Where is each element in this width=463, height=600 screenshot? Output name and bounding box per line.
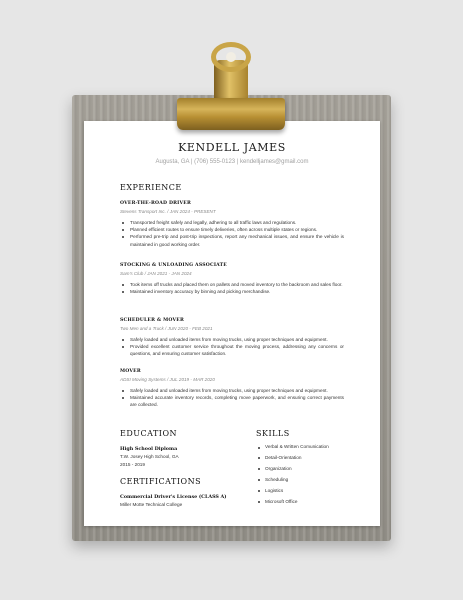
education-years: 2015 - 2019: [120, 462, 146, 467]
job-title: SCHEDULER & MOVER: [120, 318, 184, 323]
contact-line: Augusta, GA | (706) 555-0123 | kendelljames@gmail.com: [155, 159, 309, 165]
resume-name: KENDELL JAMES: [178, 141, 286, 154]
certification-name: Commercial Driver's License (CLASS A): [120, 494, 227, 500]
job-bullets: [120, 219, 344, 248]
skill-item: Logistics: [256, 486, 329, 497]
clip-ring-hole: [226, 52, 236, 62]
job-bullets: [120, 281, 344, 295]
education-heading: EDUCATION: [120, 429, 178, 438]
degree: High School Diploma: [120, 446, 178, 452]
job-title: OVER-THE-ROAD DRIVER: [120, 201, 192, 206]
job-meta: Two Men and a Truck / JUN 2020 - FEB 2021: [120, 326, 213, 331]
bullet: Transported freight safely and legally, adhering to all traffic laws and regulations.: [120, 219, 344, 226]
skills-list: [256, 442, 329, 507]
job-title: MOVER: [120, 369, 141, 374]
bullet: Took items off trucks and placed them on pallets and moved inventory to the backroom and sales floor.: [120, 281, 344, 288]
certifications-heading: CERTIFICATIONS: [120, 477, 202, 486]
job-title: STOCKING & UNLOADING ASSOCIATE: [120, 263, 227, 268]
certification-issuer: Miller Motte Technical College: [120, 502, 183, 507]
bullet: Provided excellent customer service throughout the moving process, addressing any concerns or questions, and ensuring customer satisfaction.: [120, 343, 344, 357]
bullet: Safely loaded and unloaded items from moving trucks, using proper techniques and equipment.: [120, 336, 344, 343]
job-meta: ADSI Moving Systems / JUL 2019 - MAR 2020: [120, 377, 215, 382]
job-bullets: [120, 336, 344, 358]
bullet: Maintained inventory accuracy by binning and picking merchandise.: [120, 288, 344, 295]
bullet: Safely loaded and unloaded items from moving trucks, using proper techniques and equipment.: [120, 387, 344, 394]
bullet: Maintained accurate inventory records, completing move paperwork, and ensuring correct payments are collected.: [120, 394, 344, 408]
resume-page: [84, 121, 380, 526]
bullet: Performed pre-trip and post-trip inspections, report any mechanical issues, and ensure the vehicle is maintained in good working order.: [120, 233, 344, 247]
skill-item: Scheduling: [256, 475, 329, 486]
skill-item: Verbal & Written Comunication: [256, 442, 329, 453]
skills-heading: SKILLS: [256, 429, 290, 438]
bullet: Planned efficient routes to ensure timely deliveries, often across multiple states or regions.: [120, 226, 344, 233]
skill-item: Detail-Orientation: [256, 453, 329, 464]
job-meta: Sam's Club / JAN 2021 - JAN 2024: [120, 271, 192, 276]
skill-item: Organization: [256, 464, 329, 475]
school: T.W. Josey High School, GA: [120, 454, 179, 459]
clip-base: [177, 98, 285, 130]
skill-item: Microsoft Office: [256, 497, 329, 508]
experience-heading: EXPERIENCE: [120, 183, 182, 192]
job-bullets: [120, 387, 344, 409]
job-meta: Stevens Transport Inc. / JAN 2024 - PRESENT: [120, 209, 216, 214]
